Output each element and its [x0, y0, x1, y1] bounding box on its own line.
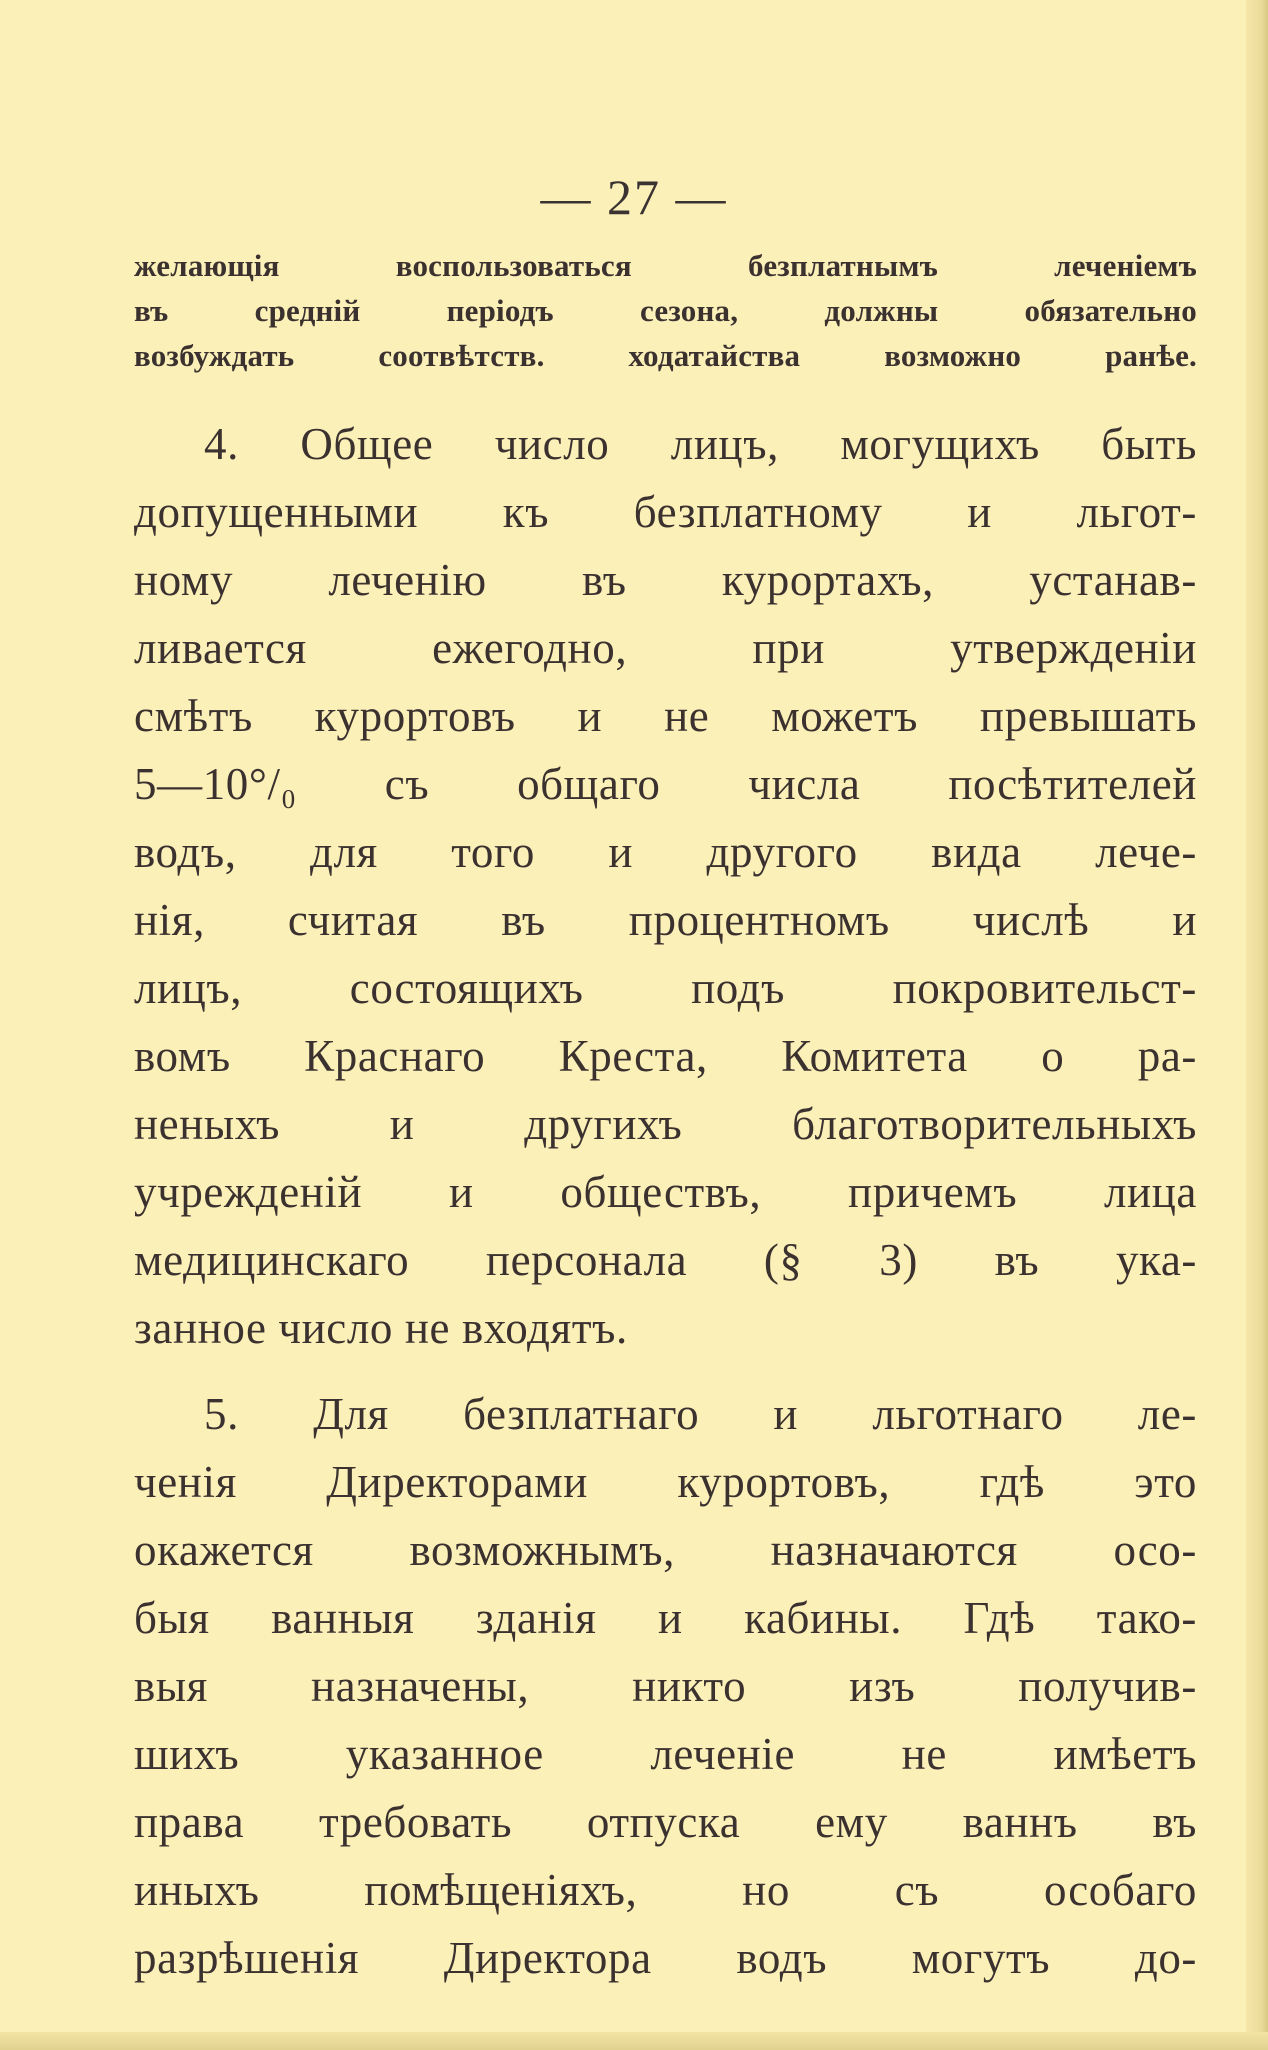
text-line: возбуждать соотвѣтств. ходатайства возможно ранѣе. — [134, 338, 1197, 373]
paragraph-5 — [134, 1380, 1197, 1992]
text-line: 5. Для безплатнаго и льготнаго ле- — [204, 1389, 1197, 1439]
text-line: 4. Общее число лицъ, могущихъ быть — [204, 419, 1197, 469]
text-line: допущенными къ безплатному и льгот- — [134, 487, 1197, 537]
text-line: неныхъ и другихъ благотворительныхъ — [134, 1099, 1197, 1149]
page-bottom-edge — [0, 2032, 1268, 2050]
text-line: желающія воспользоваться безплатнымъ леченіемъ — [134, 248, 1197, 283]
text-line: иныхъ помѣщеніяхъ, но съ особаго — [134, 1865, 1197, 1915]
text-line: ливается ежегодно, при утвержденіи — [134, 623, 1197, 673]
text-line: шихъ указанное леченіе не имѣетъ — [134, 1729, 1197, 1779]
text-line: права требовать отпуска ему ваннъ въ — [134, 1797, 1197, 1847]
text-line: медицинскаго персонала (§ 3) въ ука- — [134, 1235, 1197, 1285]
paragraph-4 — [134, 410, 1197, 1362]
text-line: вомъ Краснаго Креста, Комитета о ра- — [134, 1031, 1197, 1081]
text-line: 5—10°/₀ съ общаго числа посѣтителей — [134, 759, 1197, 809]
text-line: смѣтъ курортовъ и не можетъ превышать — [134, 691, 1197, 741]
text-line: водъ, для того и другого вида лече- — [134, 827, 1197, 877]
continuation-text — [134, 243, 1197, 378]
text-line: лицъ, состоящихъ подъ покровительст- — [134, 963, 1197, 1013]
text-line: нія, считая въ процентномъ числѣ и — [134, 895, 1197, 945]
text-line: учрежденій и обществъ, причемъ лица — [134, 1167, 1197, 1217]
page-number: — 27 — — [540, 169, 728, 225]
text-line: выя назначены, никто изъ получив- — [134, 1661, 1197, 1711]
text-line: въ средній періодъ сезона, должны обязательно — [134, 293, 1197, 328]
text-line: ному леченію въ курортахъ, устанав- — [134, 555, 1197, 605]
text-line: окажется возможнымъ, назначаются осо- — [134, 1525, 1197, 1575]
text-line: разрѣшенія Директора водъ могутъ до- — [134, 1933, 1197, 1983]
text-line: занное число не входятъ. — [134, 1303, 628, 1353]
text-line: ченія Директорами курортовъ, гдѣ это — [134, 1457, 1197, 1507]
text-line: быя ванныя зданія и кабины. Гдѣ тако- — [134, 1593, 1197, 1643]
page-edge-shadow — [1246, 0, 1268, 2050]
